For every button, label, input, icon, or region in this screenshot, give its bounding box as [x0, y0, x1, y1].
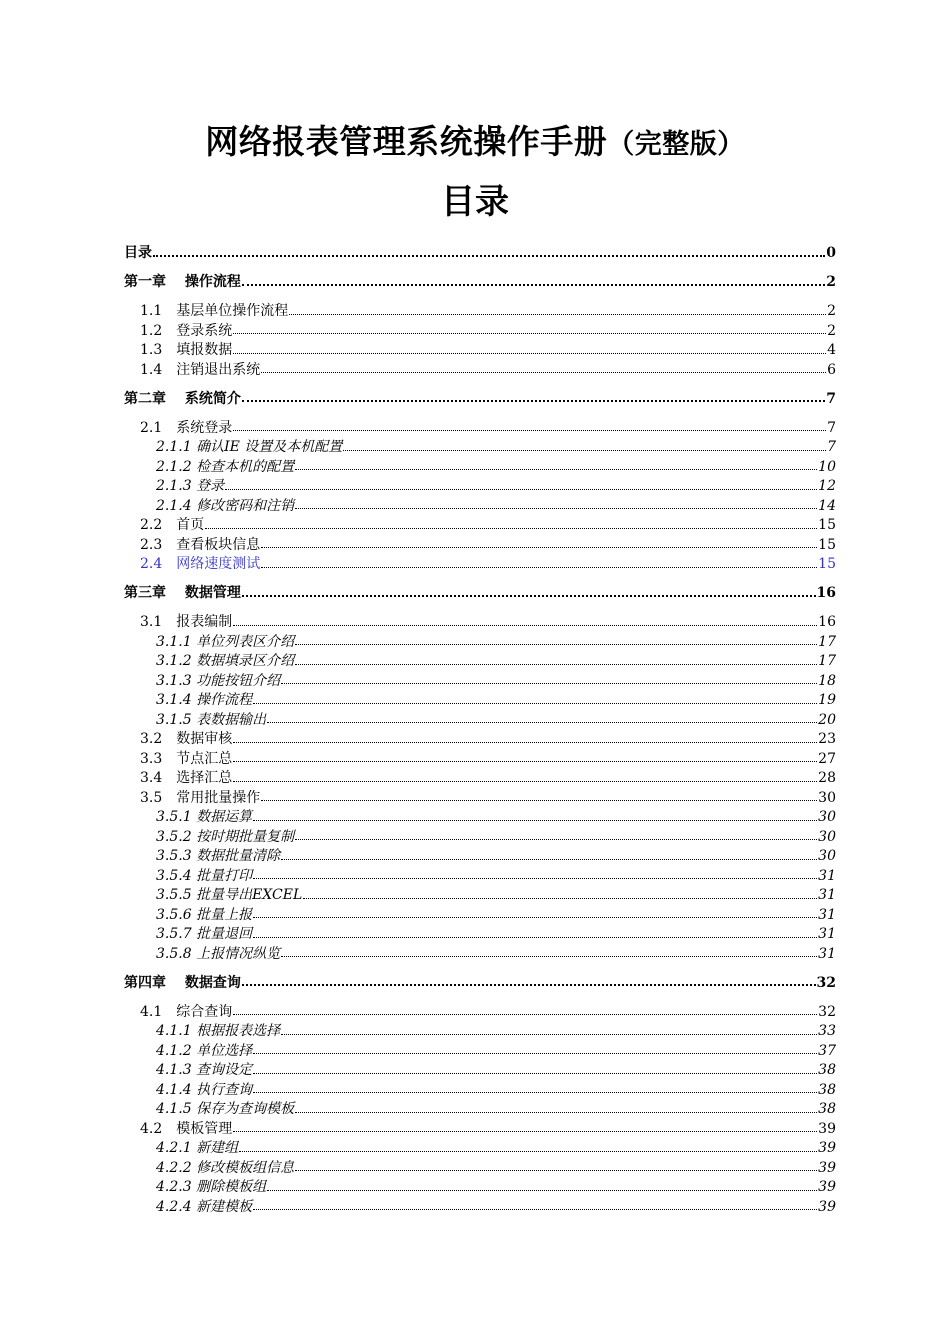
toc-entry-label: 数据管理	[184, 585, 241, 601]
toc-entry-number: 3.1.5	[156, 711, 197, 728]
toc-spacer	[124, 575, 836, 585]
toc-entry-number: 4.2.3	[156, 1179, 197, 1195]
toc-entry-label: 操作流程	[184, 274, 241, 290]
toc-entry-label: 填报数据	[176, 342, 233, 358]
toc-page-number: 7	[826, 390, 836, 407]
toc-entry-number: 3.1.4	[156, 692, 197, 708]
toc-entry-number: 1.3	[140, 342, 177, 358]
toc-page-number: 2	[827, 303, 836, 319]
toc-subsection-entry[interactable]	[124, 711, 836, 731]
toc-subsection-entry[interactable]	[124, 1022, 836, 1042]
document-title	[0, 116, 950, 163]
toc-entry-number: 3.5.1	[156, 809, 197, 825]
toc-chapter-entry[interactable]	[124, 974, 836, 994]
toc-dot-leader	[261, 799, 817, 801]
toc-dot-leader	[233, 1130, 817, 1132]
toc-entry-number: 2.1.4	[156, 497, 197, 514]
toc-dot-leader	[233, 624, 817, 626]
toc-page-number: 31	[818, 906, 836, 923]
toc-entry-number: 2.1.2	[156, 458, 197, 475]
toc-entry-label: 批量导出EXCEL	[196, 887, 303, 903]
toc-dot-leader	[261, 546, 817, 548]
toc-page-number: 4	[827, 342, 836, 358]
toc-entry-label: 数据填录区介绍	[196, 653, 295, 669]
toc-page-number: 30	[818, 809, 836, 825]
toc-page-number: 2	[827, 322, 836, 339]
toc-dot-leader	[253, 877, 817, 879]
toc-dot-leader	[205, 527, 817, 529]
toc-entry-label: 系统简介	[184, 390, 241, 407]
document-title-suffix: （完整版）	[607, 129, 745, 160]
toc-dot-leader	[225, 488, 817, 490]
toc-entry-label: 常用批量操作	[176, 789, 261, 806]
toc-chapter-entry[interactable]	[124, 584, 836, 604]
toc-entry-number: 2.3	[140, 536, 177, 553]
toc-page-number: 12	[818, 478, 836, 494]
toc-page-number: 17	[818, 633, 836, 650]
toc-page-number: 30	[818, 848, 836, 864]
toc-page-number: 15	[818, 536, 836, 553]
toc-entry-number: 3.1.2	[156, 653, 197, 669]
toc-page-number: 38	[818, 1062, 836, 1078]
toc-subsection-entry[interactable]	[124, 1061, 836, 1081]
toc-page-number: 31	[818, 887, 836, 903]
toc-subsection-entry[interactable]	[124, 1139, 836, 1159]
toc-page-number: 31	[818, 926, 836, 942]
toc-dot-leader	[281, 858, 817, 860]
toc-chapter-entry[interactable]	[124, 390, 836, 410]
toc-entry-number: 3.5.7	[156, 926, 197, 942]
toc-entry-label: 确认IE 设置及本机配置	[196, 439, 343, 455]
toc-dot-leader	[242, 283, 825, 286]
toc-page-number: 39	[818, 1198, 836, 1215]
toc-dot-leader	[267, 721, 817, 723]
toc-entry-label: 保存为查询模板	[196, 1101, 295, 1117]
toc-entry-label: 报表编制	[176, 614, 233, 630]
toc-entry-label: 新建组	[196, 1140, 239, 1156]
toc-section-entry[interactable]	[124, 302, 836, 322]
toc-section-entry[interactable]	[124, 536, 836, 556]
toc-entry-number: 4.1	[140, 1003, 177, 1020]
toc-entry-label: 按时期批量复制	[196, 828, 295, 845]
toc-section-entry[interactable]	[124, 769, 836, 789]
toc-section-entry[interactable]	[124, 750, 836, 770]
toc-dot-leader	[253, 1208, 817, 1210]
toc-entry-number: 3.4	[140, 770, 177, 786]
toc-entry-number: 3.5.8	[156, 945, 197, 962]
toc-entry-number: 1.4	[140, 361, 177, 378]
document-title-main: 网络报表管理系统操作手册	[205, 122, 608, 161]
toc-entry-number: 3.5.4	[156, 867, 197, 884]
toc-subsection-entry[interactable]	[124, 945, 836, 965]
toc-dot-leader	[253, 916, 817, 918]
toc-entry-number: 3.1.3	[156, 672, 197, 689]
toc-entry-label: 首页	[176, 517, 205, 533]
toc-entry-number: 3.5.5	[156, 887, 197, 903]
toc-chapter-entry[interactable]	[124, 244, 836, 264]
toc-heading: 目录	[441, 182, 509, 222]
toc-page-number: 20	[818, 711, 836, 728]
toc-subsection-entry[interactable]	[124, 906, 836, 926]
toc-page-number: 30	[818, 828, 836, 845]
toc-dot-leader	[233, 352, 826, 354]
toc-entry-number: 1.1	[140, 303, 177, 319]
toc-entry-number: 第四章	[124, 974, 185, 991]
toc-entry-number: 4.1.3	[156, 1062, 197, 1078]
toc-section-entry[interactable]	[124, 613, 836, 633]
toc-entry-number: 3.5	[140, 789, 177, 806]
toc-entry-label: 操作流程	[196, 692, 253, 708]
toc-entry-number: 2.1	[140, 419, 177, 436]
toc-section-entry[interactable]	[124, 1003, 836, 1023]
toc-page-number: 15	[818, 556, 836, 572]
toc-page-number: 15	[818, 517, 836, 533]
toc-entry-label: 模板管理	[176, 1120, 233, 1137]
toc-dot-leader	[253, 936, 817, 938]
toc-page-number: 33	[818, 1023, 836, 1039]
toc-entry-label: 目录	[124, 245, 152, 261]
toc-entry-label: 批量退回	[196, 926, 253, 942]
toc-dot-leader	[289, 313, 826, 315]
toc-entry-label: 功能按钮介绍	[196, 672, 281, 689]
toc-page-number: 38	[818, 1101, 836, 1117]
toc-entry-number: 1.2	[140, 322, 177, 339]
toc-section-entry[interactable]	[124, 516, 836, 536]
toc-spacer	[124, 964, 836, 974]
toc-entry-number: 3.1	[140, 614, 177, 630]
toc-entry-label: 检查本机的配置	[196, 458, 295, 475]
toc-page-number: 2	[826, 274, 836, 290]
toc-page-number: 28	[818, 770, 836, 786]
toc-dot-leader	[253, 702, 817, 704]
toc-page-number: 0	[826, 245, 836, 261]
toc-page-number: 30	[818, 789, 836, 806]
toc-spacer	[124, 409, 836, 419]
toc-section-entry[interactable]	[124, 419, 836, 439]
toc-section-entry[interactable]	[124, 789, 836, 809]
toc-dot-leader	[253, 819, 817, 821]
toc-entry-label: 网络速度测试	[176, 556, 261, 572]
toc-entry-label: 数据查询	[184, 974, 241, 991]
toc-subsection-entry[interactable]	[124, 1198, 836, 1218]
toc-entry-label: 修改密码和注销	[196, 497, 295, 514]
toc-subsection-entry[interactable]	[124, 497, 836, 517]
toc-entry-label: 数据运算	[196, 809, 253, 825]
toc-section-entry[interactable]	[124, 341, 836, 361]
toc-subsection-entry[interactable]	[124, 828, 836, 848]
toc-dot-leader	[253, 1052, 817, 1054]
toc-entry-label: 根据报表选择	[196, 1023, 281, 1039]
toc-dot-leader	[295, 838, 817, 840]
toc-section-entry[interactable]	[124, 1120, 836, 1140]
toc-dot-leader	[303, 897, 817, 899]
toc-spacer	[124, 380, 836, 390]
toc-section-entry[interactable]	[124, 322, 836, 342]
toc-subsection-entry[interactable]	[124, 672, 836, 692]
toc-page-number: 31	[818, 867, 836, 884]
toc-dot-leader	[261, 371, 826, 373]
toc-dot-leader	[242, 983, 816, 986]
toc-subsection-entry[interactable]	[124, 1100, 836, 1120]
toc-dot-leader	[239, 1150, 817, 1152]
toc-entry-label: 综合查询	[176, 1003, 233, 1020]
toc-section-entry[interactable]	[124, 555, 836, 575]
toc-entry-label: 查询设定	[196, 1062, 253, 1078]
toc-entry-number: 3.5.2	[156, 828, 197, 845]
toc-entry-number: 4.1.5	[156, 1101, 197, 1117]
toc-subsection-entry[interactable]	[124, 691, 836, 711]
toc-dot-leader	[233, 1013, 817, 1015]
toc-chapter-entry[interactable]	[124, 273, 836, 293]
toc-entry-number: 4.2	[140, 1120, 177, 1137]
toc-subsection-entry[interactable]	[124, 1159, 836, 1179]
toc-page-number: 18	[818, 672, 836, 689]
toc-subsection-entry[interactable]	[124, 1042, 836, 1062]
toc-entry-number: 2.1.3	[156, 478, 197, 494]
toc-dot-leader	[295, 1169, 817, 1171]
toc-subsection-entry[interactable]	[124, 867, 836, 887]
toc-dot-leader	[233, 332, 826, 334]
toc-page-number: 19	[818, 692, 836, 708]
toc-dot-leader	[153, 254, 825, 257]
toc-page-number: 10	[818, 458, 836, 475]
toc-dot-leader	[295, 663, 817, 665]
toc-page-number: 14	[818, 497, 836, 514]
toc-dot-leader	[295, 468, 817, 470]
toc-page-number: 23	[818, 731, 836, 747]
table-of-contents	[124, 244, 836, 1217]
toc-entry-label: 注销退出系统	[176, 361, 261, 378]
toc-dot-leader	[233, 760, 817, 762]
toc-page-number: 39	[818, 1159, 836, 1176]
toc-dot-leader	[242, 399, 825, 402]
toc-entry-number: 第三章	[124, 585, 185, 601]
toc-page-number: 7	[827, 439, 836, 455]
toc-subsection-entry[interactable]	[124, 847, 836, 867]
toc-dot-leader	[295, 507, 817, 509]
toc-subsection-entry[interactable]	[124, 925, 836, 945]
toc-page-number: 6	[827, 361, 836, 378]
toc-entry-label: 登录系统	[176, 322, 233, 339]
toc-dot-leader	[253, 1091, 817, 1093]
toc-dot-leader	[295, 643, 817, 645]
toc-page-number: 16	[816, 585, 836, 601]
toc-page-number: 37	[818, 1042, 836, 1059]
toc-dot-leader	[343, 449, 826, 451]
toc-entry-number: 3.5.6	[156, 906, 197, 923]
toc-subsection-entry[interactable]	[124, 458, 836, 478]
toc-entry-number: 2.1.1	[156, 439, 197, 455]
toc-page-number: 7	[827, 419, 836, 436]
toc-dot-leader	[281, 955, 817, 957]
toc-spacer	[124, 604, 836, 614]
toc-subsection-entry[interactable]	[124, 477, 836, 497]
toc-entry-label: 上报情况纵览	[196, 945, 281, 962]
toc-section-entry[interactable]	[124, 361, 836, 381]
toc-entry-number: 第二章	[124, 390, 185, 407]
toc-subsection-entry[interactable]	[124, 652, 836, 672]
toc-subsection-entry[interactable]	[124, 438, 836, 458]
toc-dot-leader	[242, 594, 816, 597]
toc-dot-leader	[295, 1111, 817, 1113]
toc-entry-number: 4.2.4	[156, 1198, 197, 1215]
toc-dot-leader	[261, 566, 817, 568]
toc-page-number: 39	[818, 1120, 836, 1137]
toc-dot-leader	[233, 780, 817, 782]
toc-page-number: 39	[818, 1140, 836, 1156]
toc-entry-number: 4.2.2	[156, 1159, 197, 1176]
toc-subsection-entry[interactable]	[124, 1178, 836, 1198]
toc-entry-label: 单位选择	[196, 1042, 253, 1059]
toc-page-number: 38	[818, 1081, 836, 1098]
toc-page-number: 27	[818, 750, 836, 767]
toc-entry-label: 单位列表区介绍	[196, 633, 295, 650]
toc-entry-label: 基层单位操作流程	[176, 303, 289, 319]
toc-entry-number: 4.1.1	[156, 1023, 197, 1039]
toc-entry-number: 2.4	[140, 556, 177, 572]
toc-entry-label: 查看板块信息	[176, 536, 261, 553]
toc-dot-leader	[281, 1033, 817, 1035]
toc-dot-leader	[233, 741, 817, 743]
toc-page-number: 16	[818, 614, 836, 630]
toc-subsection-entry[interactable]	[124, 1081, 836, 1101]
toc-entry-number: 3.2	[140, 731, 177, 747]
toc-entry-number: 4.2.1	[156, 1140, 197, 1156]
toc-dot-leader	[253, 1072, 817, 1074]
toc-subsection-entry[interactable]	[124, 886, 836, 906]
toc-entry-number: 第一章	[124, 274, 185, 290]
toc-entry-label: 系统登录	[176, 419, 233, 436]
toc-spacer	[124, 293, 836, 303]
toc-entry-number: 3.3	[140, 750, 177, 767]
toc-dot-leader	[267, 1189, 817, 1191]
toc-dot-leader	[281, 682, 817, 684]
toc-entry-label: 登录	[196, 478, 225, 494]
toc-page-number: 17	[818, 653, 836, 669]
toc-page-number: 39	[818, 1179, 836, 1195]
toc-entry-label: 批量打印	[196, 867, 253, 884]
toc-entry-label: 执行查询	[196, 1081, 253, 1098]
toc-entry-label: 批量上报	[196, 906, 253, 923]
toc-spacer	[124, 264, 836, 274]
toc-entry-label: 数据审核	[176, 731, 233, 747]
toc-dot-leader	[233, 429, 826, 431]
toc-entry-number: 4.1.4	[156, 1081, 197, 1098]
toc-entry-number: 4.1.2	[156, 1042, 197, 1059]
toc-page-number: 31	[818, 945, 836, 962]
toc-entry-label: 节点汇总	[176, 750, 233, 767]
toc-entry-label: 删除模板组	[196, 1179, 267, 1195]
toc-entry-number: 3.5.3	[156, 848, 197, 864]
toc-spacer	[124, 993, 836, 1003]
toc-entry-label: 新建模板	[196, 1198, 253, 1215]
toc-section-entry[interactable]	[124, 730, 836, 750]
toc-entry-label: 表数据输出	[196, 711, 267, 728]
toc-page-number: 32	[816, 974, 836, 991]
toc-page-number: 32	[818, 1003, 836, 1020]
toc-entry-label: 数据批量清除	[196, 848, 281, 864]
toc-subsection-entry[interactable]	[124, 808, 836, 828]
toc-entry-label: 选择汇总	[176, 770, 233, 786]
toc-subsection-entry[interactable]	[124, 633, 836, 653]
toc-entry-number: 2.2	[140, 517, 177, 533]
toc-entry-number: 3.1.1	[156, 633, 197, 650]
toc-entry-label: 修改模板组信息	[196, 1159, 295, 1176]
